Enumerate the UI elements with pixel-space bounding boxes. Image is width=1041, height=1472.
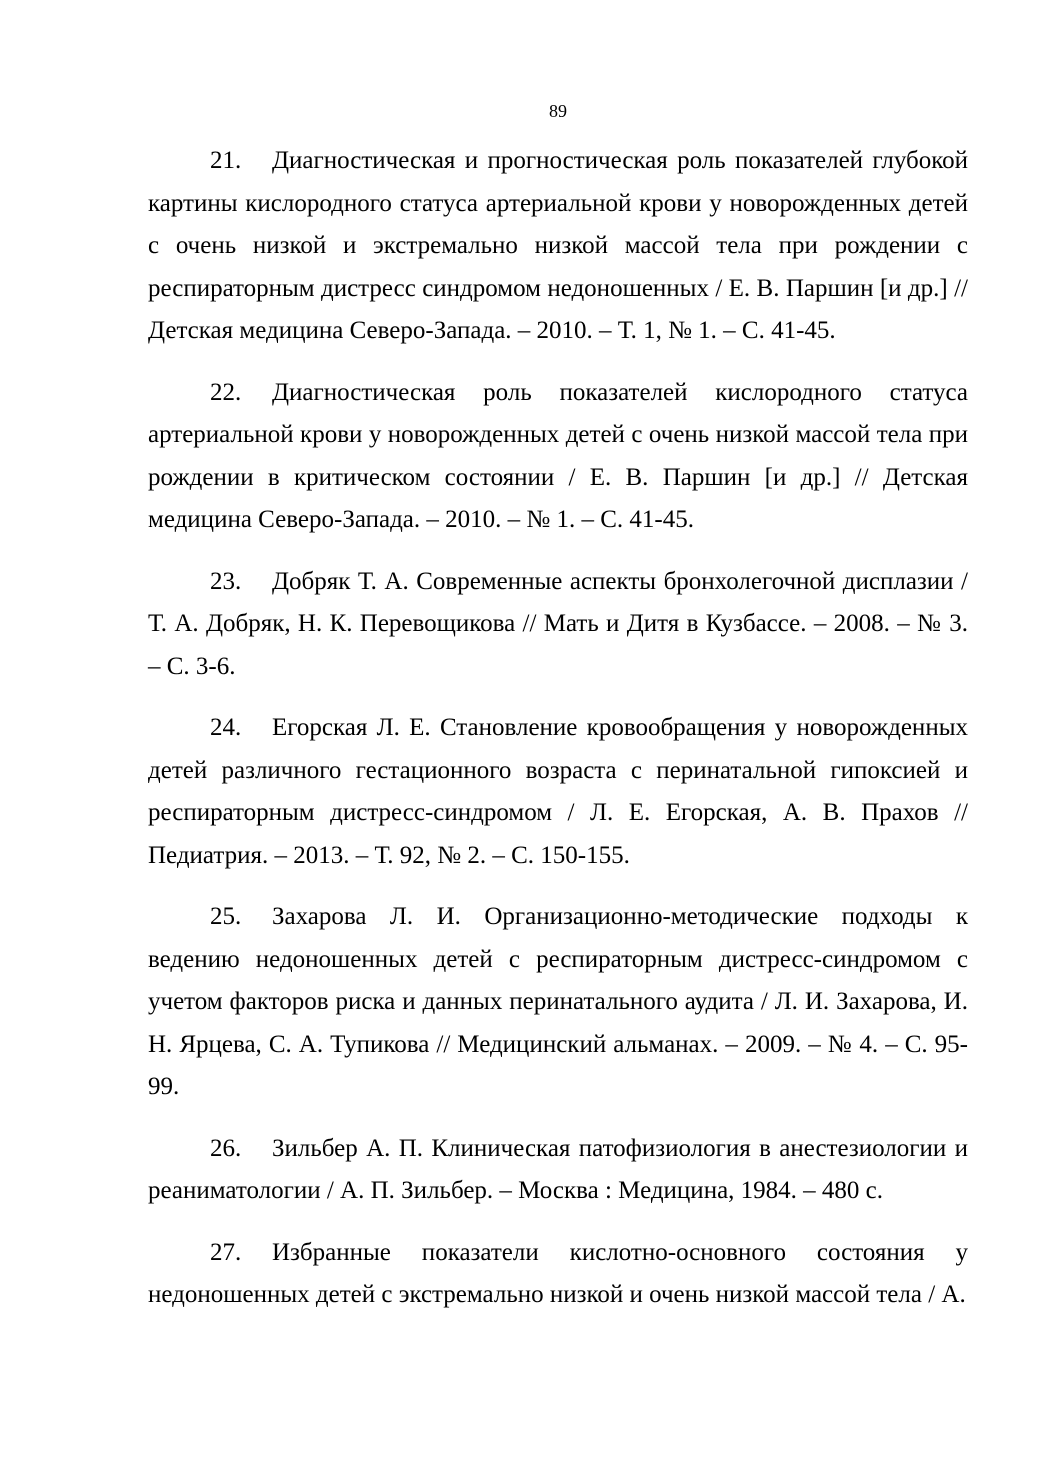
reference-text: Диагностическая роль показателей кислородного статуса артериальной крови у новорожденных детей с очень низкой массой тела при рождении в критическом состоянии / Е. В. Паршин [и др.] // Детская медицина Северо-Запада. – 2010. – № 1. – С. 41-45. (148, 378, 968, 533)
reference-number: 27. (210, 1238, 242, 1266)
reference-text: Избранные показатели кислотно-основного состояния у недоношенных детей с экстремально низкой и очень низкой массой тела / А. (148, 1238, 968, 1308)
reference-item-23 (148, 561, 968, 689)
reference-number: 23. (210, 567, 242, 595)
reference-item-25 (148, 896, 968, 1109)
reference-number: 22. (210, 378, 242, 406)
reference-text: Захарова Л. И. Организационно-методические подходы к ведению недоношенных детей с респираторным дистресс-синдромом с учетом факторов риска и данных перинатального аудита / Л. И. Захарова, И. Н. Ярцева, С. А. Тупикова // Медицинский альманах. – 2009. – № 4. – С. 95-99. (148, 903, 968, 1100)
reference-item-22 (148, 372, 968, 542)
reference-number: 21. (210, 147, 242, 174)
reference-item-21 (148, 140, 968, 353)
reference-text: Егорская Л. Е. Становление кровообращения у новорожденных детей различного гестационного возраста с перинатальной гипоксией и респираторным дистресс-синдромом / Л. Е. Егорская, А. В. Прахов // Педиатрия. – 2013. – Т. 92, № 2. – С. 150-155. (148, 714, 968, 869)
reference-text: Диагностическая и прогностическая роль показателей глубокой картины кислородного статуса артериальной крови у новорожденных детей с очень низкой и экстремально низкой массой тела при рождении с респираторным дистресс синдромом недоношенных / Е. В. Паршин [и др.] // Детская медицина Северо-Запада. – 2010. – Т. 1, № 1. – С. 41-45. (148, 147, 968, 344)
reference-number: 24. (210, 714, 242, 741)
reference-item-24 (148, 707, 968, 877)
reference-item-26 (148, 1128, 968, 1213)
reference-text: Добряк Т. А. Современные аспекты бронхолегочной дисплазии / Т. А. Добряк, Н. К. Перевощикова // Мать и Дитя в Кузбассе. – 2008. – № 3. – С. 3-6. (148, 567, 968, 680)
reference-item-27 (148, 1232, 968, 1317)
reference-list (148, 140, 968, 1336)
reference-number: 25. (210, 903, 242, 930)
reference-text: Зильбер А. П. Клиническая патофизиология в анестезиологии и реаниматологии / А. П. Зильбер. – Москва : Медицина, 1984. – 480 с. (148, 1134, 968, 1204)
reference-number: 26. (210, 1134, 242, 1162)
page-number: 89 (549, 101, 567, 121)
